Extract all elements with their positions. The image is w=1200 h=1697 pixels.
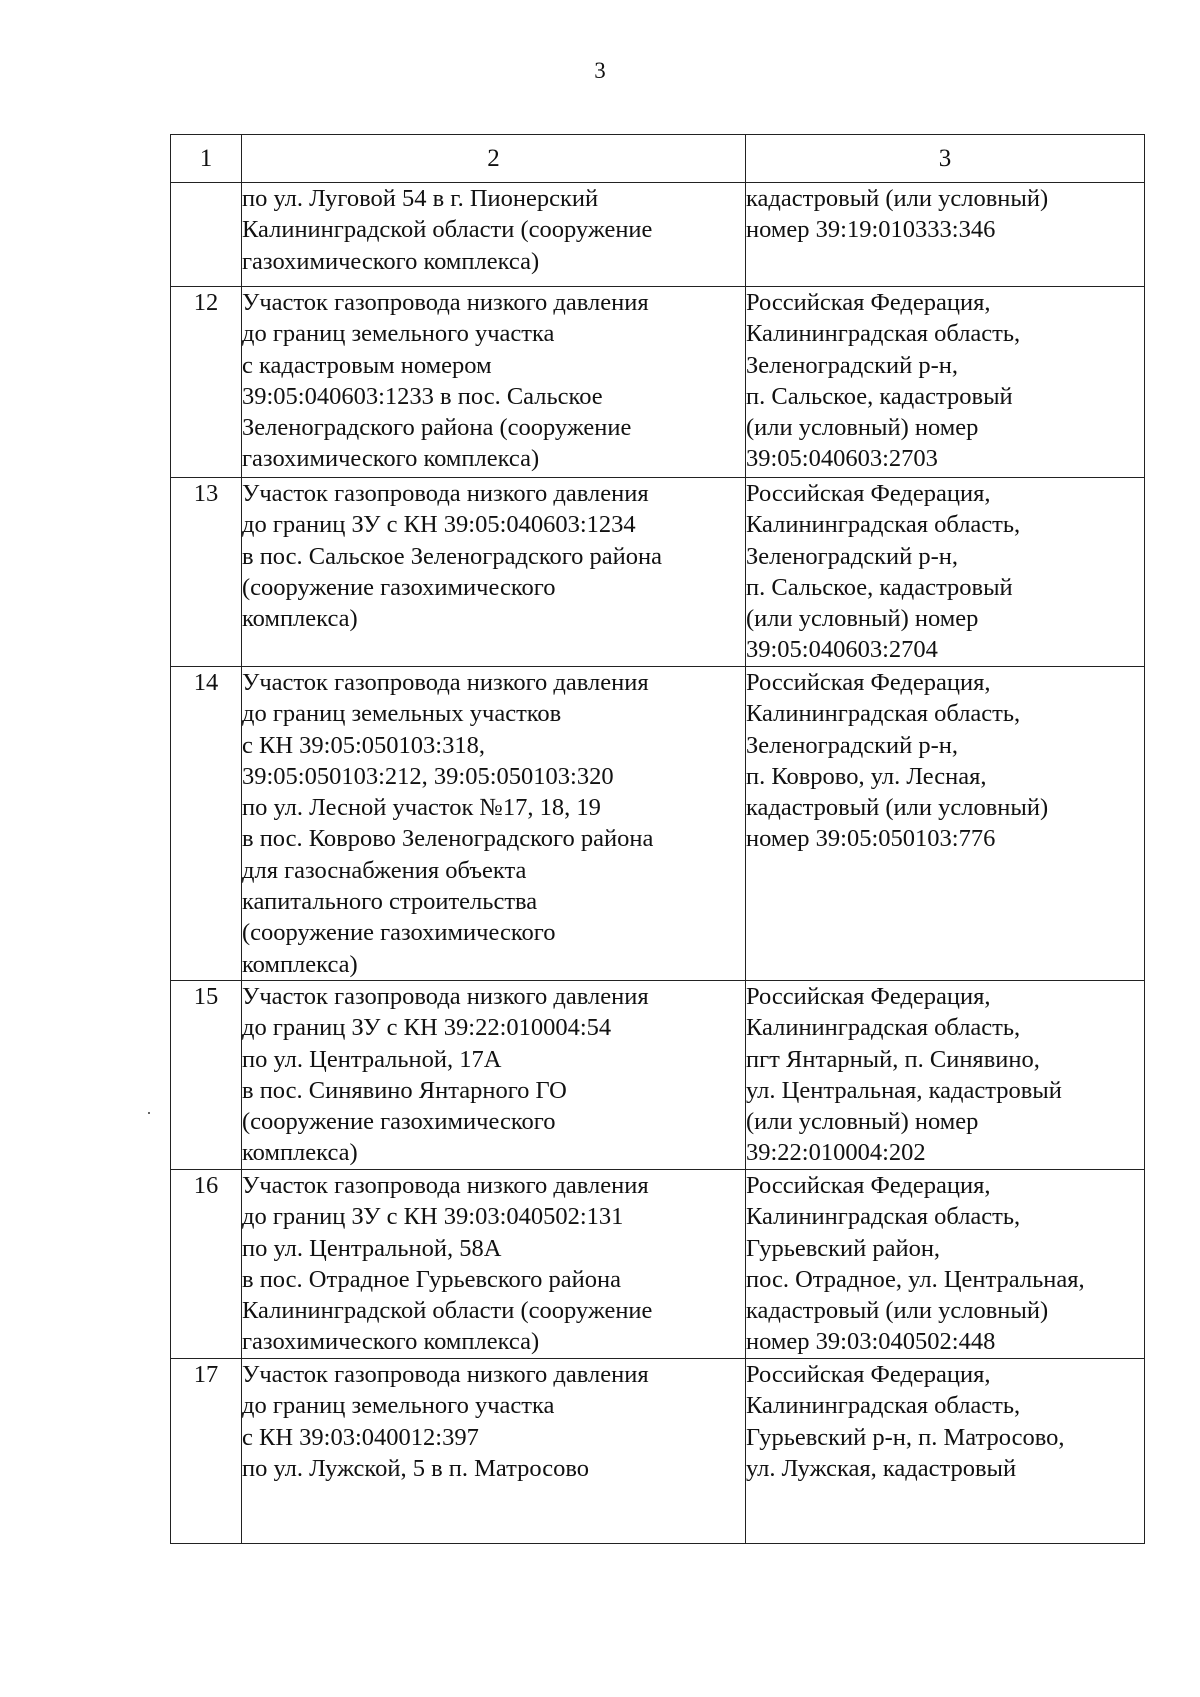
object-description-line: в пос. Синявино Янтарного ГО [242, 1076, 567, 1104]
object-description-cell [242, 287, 746, 478]
object-description-line: Участок газопровода низкого давления [242, 669, 649, 696]
object-description-line: 39:05:050103:212, 39:05:050103:320 [242, 762, 614, 790]
table-row [171, 287, 1145, 478]
row-number: 13 [171, 478, 242, 667]
column-header-object: 2 [242, 135, 746, 183]
row-number: 15 [171, 980, 242, 1169]
object-description-line: по ул. Луговой 54 в г. Пионерский [242, 185, 599, 212]
location-line: кадастровый (или условный) [746, 1297, 1049, 1325]
location-line: Калининградская область, [746, 1392, 1021, 1420]
location-line: 39:05:040603:2703 [746, 445, 938, 473]
location-line: Зеленоградский р-н, [746, 351, 959, 379]
object-description-line: (сооружение газохимического [242, 573, 556, 601]
table-header-row [171, 135, 1145, 183]
object-description-line: по ул. Центральной, 17А [242, 1045, 502, 1073]
location-line: Калининградская область, [746, 1203, 1021, 1231]
location-cell [746, 1358, 1145, 1543]
object-description-line: в пос. Отрадное Гурьевского района [242, 1265, 622, 1293]
object-description-line: в пос. Сальское Зеленоградского района [242, 542, 663, 570]
object-description-line: Участок газопровода низкого давления [242, 1171, 649, 1199]
object-description-line: до границ ЗУ с КН 39:05:040603:1234 [242, 511, 636, 539]
page-number: 3 [594, 58, 606, 83]
object-description-line: до границ земельных участков [242, 700, 562, 728]
location-line: Российская Федерация, [746, 289, 991, 316]
location-line: п. Сальское, кадастровый [746, 382, 1013, 410]
object-description-line: комплекса) [242, 950, 358, 978]
location-line: кадастровый (или условный) [746, 794, 1049, 822]
location-cell [746, 478, 1145, 667]
column-header-number: 1 [171, 135, 242, 183]
location-line: Российская Федерация, [746, 480, 991, 507]
table-row [171, 1169, 1145, 1358]
location-cell [746, 980, 1145, 1169]
location-line: пгт Янтарный, п. Синявино, [746, 1045, 1040, 1073]
object-description-line: с кадастровым номером [242, 351, 492, 379]
table-row [171, 980, 1145, 1169]
location-line: номер 39:03:040502:448 [746, 1328, 996, 1356]
object-description-cell [242, 478, 746, 667]
registry-table [170, 134, 1145, 1544]
table-row [171, 183, 1145, 287]
location-line: Российская Федерация, [746, 1171, 991, 1199]
object-description-line: в пос. Коврово Зеленоградского района [242, 825, 654, 853]
row-number: 17 [171, 1358, 242, 1543]
table-body [171, 183, 1145, 1544]
object-description-line: комплекса) [242, 1139, 358, 1167]
location-line: (или условный) номер [746, 1108, 979, 1136]
object-description-line: до границ ЗУ с КН 39:03:040502:131 [242, 1203, 624, 1231]
object-description-line: для газоснабжения объекта [242, 856, 527, 884]
row-number: 14 [171, 667, 242, 981]
location-line: п. Сальское, кадастровый [746, 573, 1013, 601]
location-line: Гурьевский р-н, п. Матросово, [746, 1423, 1065, 1451]
object-description-line: (сооружение газохимического [242, 919, 556, 947]
row-number: 16 [171, 1169, 242, 1358]
location-line: Российская Федерация, [746, 982, 991, 1010]
location-line: Зеленоградский р-н, [746, 731, 959, 759]
column-header-location: 3 [746, 135, 1145, 183]
location-cell [746, 183, 1145, 287]
object-description-line: газохимического комплекса) [242, 445, 540, 473]
location-line: ул. Центральная, кадастровый [746, 1076, 1062, 1104]
location-cell [746, 287, 1145, 478]
location-line: номер 39:19:010333:346 [746, 216, 996, 244]
location-cell [746, 1169, 1145, 1358]
object-description-line: Калининградской области (сооружение [242, 1297, 653, 1325]
location-line: ул. Лужская, кадастровый [746, 1454, 1017, 1482]
object-description-line: комплекса) [242, 605, 358, 633]
location-line: Калининградская область, [746, 511, 1021, 539]
object-description-line: газохимического комплекса) [242, 1328, 540, 1356]
location-line: (или условный) номер [746, 605, 979, 633]
object-description-line: до границ земельного участка [242, 320, 555, 348]
object-description-line: Участок газопровода низкого давления [242, 982, 649, 1010]
location-line: номер 39:05:050103:776 [746, 825, 996, 853]
location-line: Гурьевский район, [746, 1234, 941, 1262]
location-cell [746, 667, 1145, 981]
object-description-line: по ул. Лесной участок №17, 18, 19 [242, 794, 601, 822]
row-number [171, 183, 242, 287]
location-line: Калининградская область, [746, 1014, 1021, 1042]
object-description-line: до границ ЗУ с КН 39:22:010004:54 [242, 1014, 612, 1042]
object-description-line: Зеленоградского района (сооружение [242, 414, 632, 442]
object-description-cell [242, 1169, 746, 1358]
scan-speck [148, 1112, 150, 1114]
object-description-line: с КН 39:05:050103:318, [242, 731, 485, 759]
location-line: Калининградская область, [746, 700, 1021, 728]
location-line: 39:05:040603:2704 [746, 636, 938, 664]
row-number: 12 [171, 287, 242, 478]
object-description-line: Участок газопровода низкого давления [242, 480, 649, 507]
object-description-line: капитального строительства [242, 888, 538, 916]
object-description-line: с КН 39:03:040012:397 [242, 1423, 479, 1451]
object-description-cell [242, 667, 746, 981]
location-line: Российская Федерация, [746, 1360, 991, 1388]
location-line: (или условный) номер [746, 414, 979, 442]
table-row [171, 1358, 1145, 1543]
object-description-line: Калининградской области (сооружение [242, 216, 653, 244]
object-description-line: (сооружение газохимического [242, 1108, 556, 1136]
location-line: Российская Федерация, [746, 669, 991, 696]
location-line: Зеленоградский р-н, [746, 542, 959, 570]
location-line: кадастровый (или условный) [746, 185, 1049, 212]
location-line: 39:22:010004:202 [746, 1139, 926, 1167]
table-row [171, 478, 1145, 667]
location-line: пос. Отрадное, ул. Центральная, [746, 1265, 1085, 1293]
object-description-cell [242, 980, 746, 1169]
object-description-line: по ул. Лужской, 5 в п. Матросово [242, 1454, 590, 1482]
object-description-line: Участок газопровода низкого давления [242, 1360, 649, 1388]
object-description-line: 39:05:040603:1233 в пос. Сальское [242, 382, 603, 410]
location-line: п. Коврово, ул. Лесная, [746, 762, 987, 790]
object-description-line: Участок газопровода низкого давления [242, 289, 649, 316]
location-line: Калининградская область, [746, 320, 1021, 348]
object-description-line: по ул. Центральной, 58А [242, 1234, 502, 1262]
table-row [171, 667, 1145, 981]
object-description-cell [242, 1358, 746, 1543]
object-description-cell [242, 183, 746, 287]
object-description-line: газохимического комплекса) [242, 247, 540, 275]
object-description-line: до границ земельного участка [242, 1392, 555, 1420]
